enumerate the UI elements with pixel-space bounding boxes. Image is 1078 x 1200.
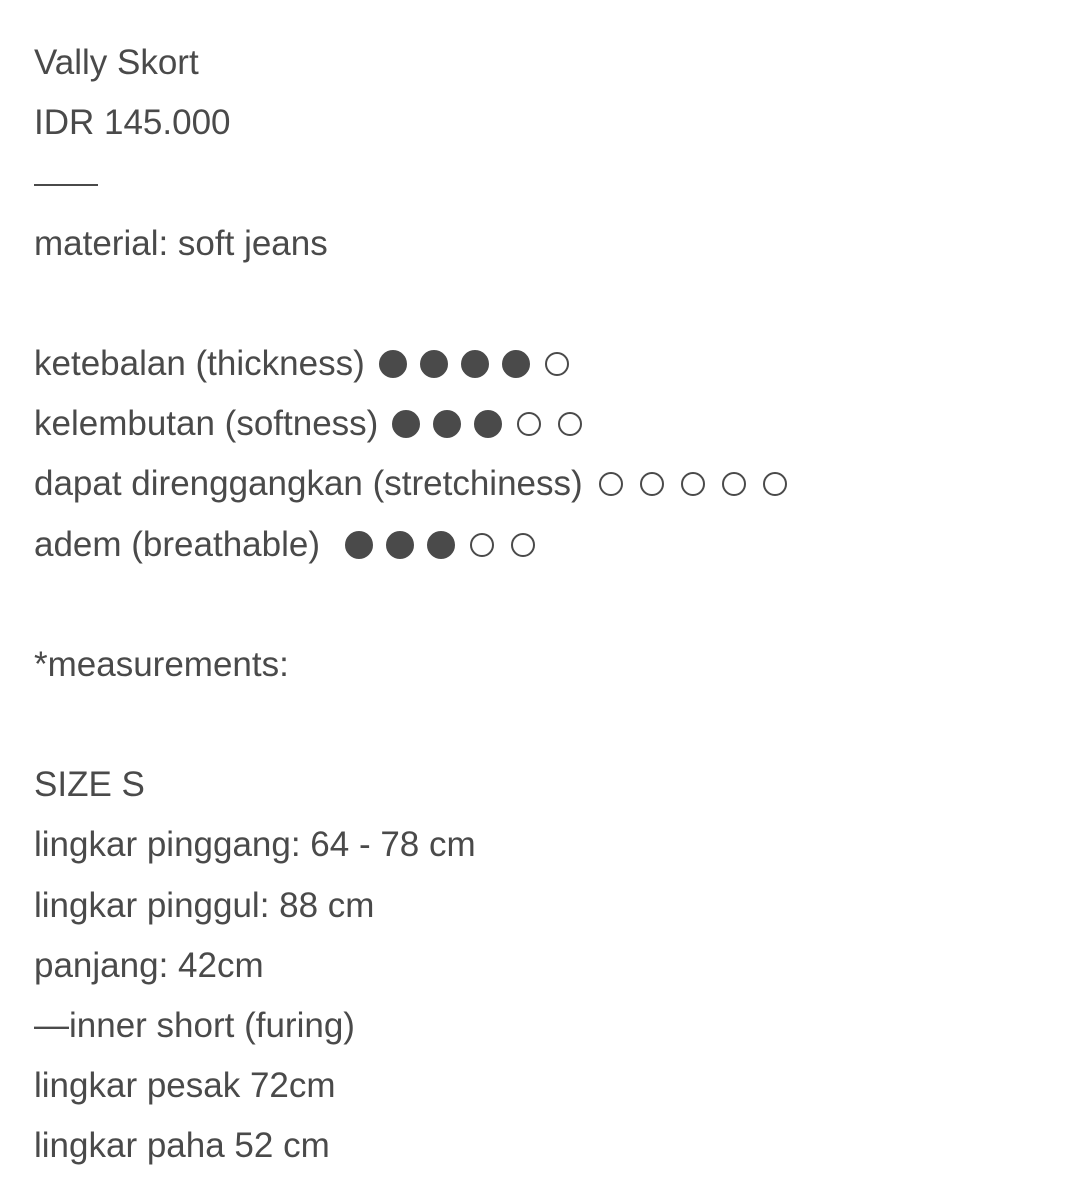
spacer bbox=[34, 274, 1054, 334]
filled-dot-icon bbox=[461, 350, 489, 378]
spacer bbox=[34, 575, 1054, 635]
empty-dot-icon bbox=[558, 412, 582, 436]
measurement-hip: lingkar pinggul: 88 cm bbox=[34, 885, 375, 925]
empty-dot-icon bbox=[517, 412, 541, 436]
rating-dots bbox=[381, 350, 569, 378]
filled-dot-icon bbox=[386, 531, 414, 559]
material-text: material: soft jeans bbox=[34, 223, 328, 263]
inner-short-heading: —inner short (furing) bbox=[34, 1006, 355, 1045]
rating-dots bbox=[394, 410, 582, 438]
filled-dot-icon bbox=[379, 350, 407, 378]
rating-softness bbox=[34, 394, 1054, 454]
filled-dot-icon bbox=[420, 350, 448, 378]
empty-dot-icon bbox=[681, 472, 705, 496]
measurement-crotch: lingkar pesak 72cm bbox=[34, 1066, 336, 1106]
rating-dots bbox=[347, 531, 535, 559]
measurement-thigh: lingkar paha 52 cm bbox=[34, 1126, 330, 1166]
filled-dot-icon bbox=[433, 410, 461, 438]
rating-stretchiness bbox=[34, 454, 1054, 514]
empty-dot-icon bbox=[511, 533, 535, 557]
rating-breathable bbox=[34, 515, 1054, 575]
empty-dot-icon bbox=[470, 533, 494, 557]
filled-dot-icon bbox=[502, 350, 530, 378]
product-description bbox=[34, 33, 1054, 1177]
product-price: IDR 145.000 bbox=[34, 103, 231, 143]
rating-label: adem (breathable) bbox=[34, 524, 320, 564]
measurement-length: panjang: 42cm bbox=[34, 945, 264, 985]
filled-dot-icon bbox=[392, 410, 420, 438]
empty-dot-icon bbox=[599, 472, 623, 496]
empty-dot-icon bbox=[763, 472, 787, 496]
rating-dots bbox=[599, 472, 787, 496]
size-title: SIZE S bbox=[34, 765, 145, 805]
spacer bbox=[34, 695, 1054, 755]
empty-dot-icon bbox=[640, 472, 664, 496]
empty-dot-icon bbox=[545, 352, 569, 376]
rating-thickness bbox=[34, 334, 1054, 394]
filled-dot-icon bbox=[427, 531, 455, 559]
measurements-heading: *measurements: bbox=[34, 644, 289, 684]
rating-label: dapat direnggangkan (stretchiness) bbox=[34, 464, 583, 504]
empty-dot-icon bbox=[722, 472, 746, 496]
rating-label: ketebalan (thickness) bbox=[34, 343, 365, 383]
filled-dot-icon bbox=[345, 531, 373, 559]
rating-label: kelembutan (softness) bbox=[34, 404, 379, 444]
product-name: Vally Skort bbox=[34, 43, 199, 82]
divider bbox=[34, 153, 1054, 213]
measurement-waist: lingkar pinggang: 64 - 78 cm bbox=[34, 825, 476, 865]
filled-dot-icon bbox=[474, 410, 502, 438]
